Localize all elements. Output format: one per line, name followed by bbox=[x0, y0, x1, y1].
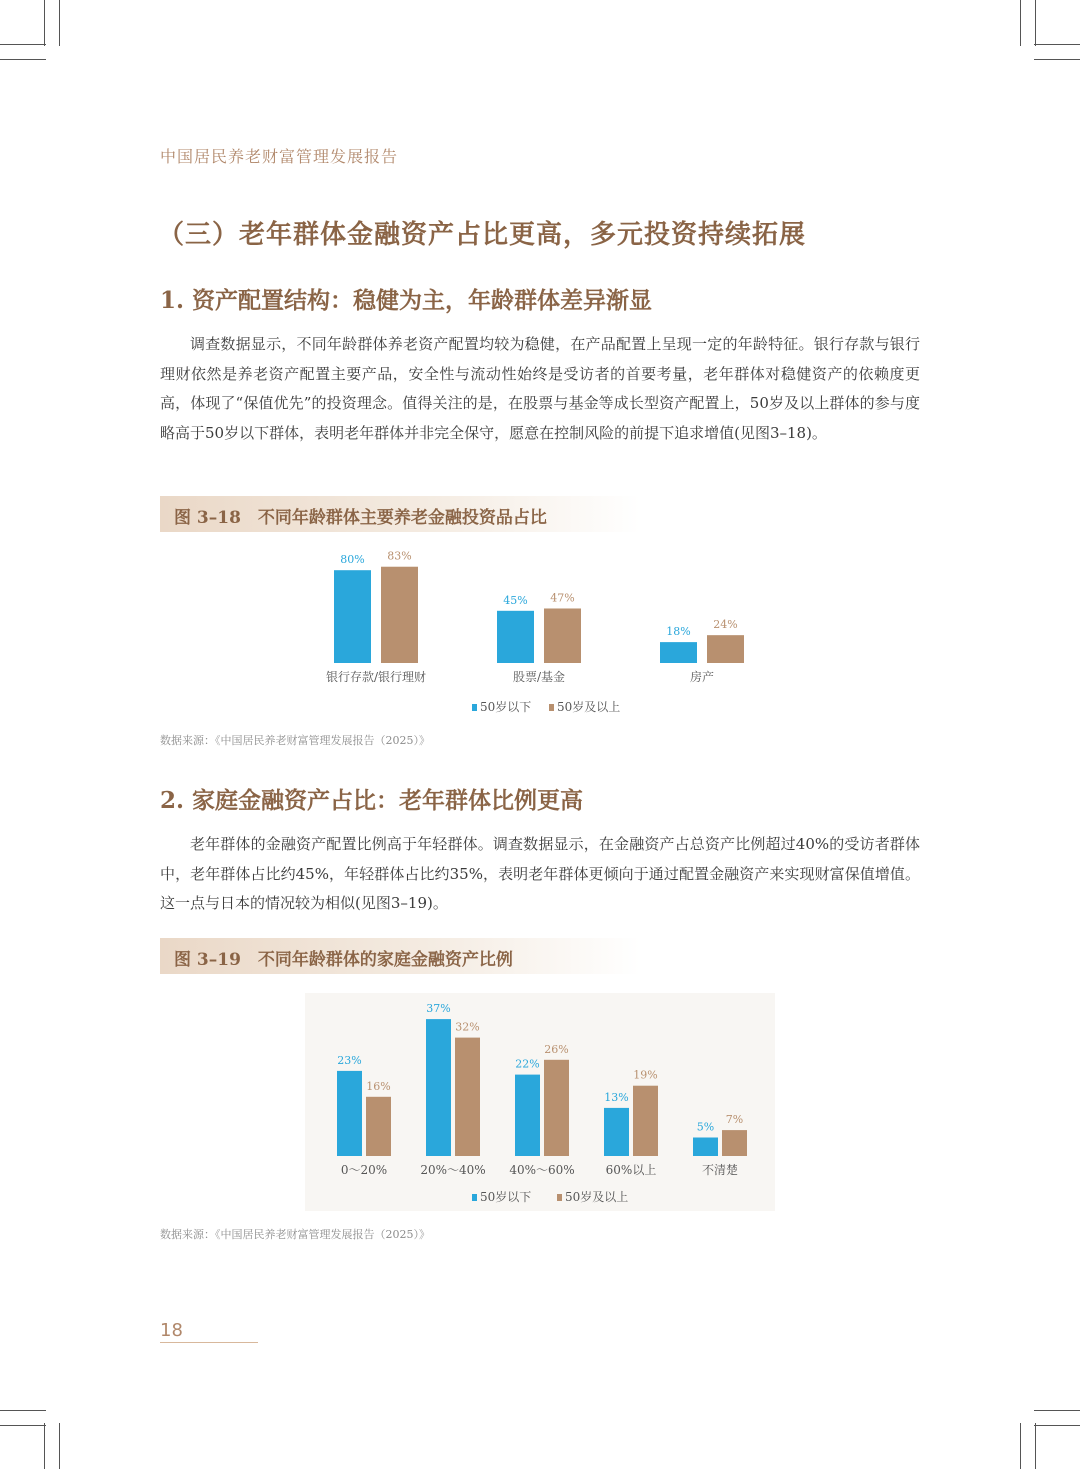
category-label: 0～20% bbox=[340, 1163, 388, 1177]
data-label: 5% bbox=[696, 1120, 715, 1134]
figure-caption-bar-1 bbox=[160, 496, 640, 532]
data-label: 7% bbox=[725, 1113, 744, 1127]
bar bbox=[455, 1038, 480, 1156]
category-label: 40%～60% bbox=[509, 1163, 575, 1177]
legend-swatch bbox=[557, 1194, 562, 1201]
bar bbox=[366, 1097, 391, 1156]
chart-1-svg bbox=[300, 550, 780, 722]
legend-label: 50岁及以上 bbox=[557, 700, 621, 714]
data-label: 37% bbox=[426, 1002, 451, 1016]
bar bbox=[544, 1060, 569, 1156]
legend-label: 50岁以下 bbox=[480, 700, 532, 714]
bar bbox=[334, 570, 371, 663]
paragraph-1-text: 调查数据显示，不同年龄群体养老资产配置均较为稳健，在产品配置上呈现一定的年龄特征。银行存款与银行理财依然是养老资产配置主要产品，安全性与流动性始终是受访者的首要考量，老年群体对稳健资产的依赖度更高，体现了“保值优先”的投资理念。值得关注的是，在股票与基金等成长型资产配置上，50岁及以上群体的参与度略高于50岁以下群体，表明老年群体并非完全保守，愿意在控制风险的前提下追求增值(见图3–18)。 bbox=[160, 335, 920, 442]
data-label: 13% bbox=[604, 1090, 629, 1104]
data-label: 22% bbox=[515, 1057, 540, 1071]
data-label: 45% bbox=[503, 593, 528, 607]
chart-2-svg bbox=[305, 993, 775, 1211]
bar bbox=[337, 1071, 362, 1156]
data-label: 16% bbox=[366, 1079, 391, 1093]
paragraph-2-text: 老年群体的金融资产配置比例高于年轻群体。调查数据显示，在金融资产占总资产比例超过40%的受访者群体中，老年群体占比约45%，年轻群体占比约35%，表明老年群体更倾向于通过配置金融资产来实现财富保值增值。这一点与日本的情况较为相似(见图3–19)。 bbox=[160, 835, 920, 912]
subsection-title-1: 1. 资产配置结构：稳健为主，年龄群体差异渐显 bbox=[160, 287, 653, 314]
crop-mark bbox=[0, 44, 46, 45]
source-note-2: 数据来源：《中国居民养老财富管理发展报告（2025）》 bbox=[160, 1228, 430, 1241]
running-header: 中国居民养老财富管理发展报告 bbox=[160, 147, 399, 166]
data-label: 26% bbox=[544, 1042, 569, 1056]
category-label: 股票/基金 bbox=[512, 670, 566, 684]
bar bbox=[497, 611, 534, 663]
crop-mark bbox=[1034, 44, 1080, 45]
section-title: （三）老年群体金融资产占比更高，多元投资持续拓展 bbox=[158, 220, 807, 250]
crop-mark bbox=[1020, 1423, 1021, 1469]
legend-label: 50岁以下 bbox=[480, 1190, 532, 1204]
bar bbox=[544, 608, 581, 663]
crop-mark bbox=[1034, 1425, 1080, 1426]
crop-mark bbox=[1035, 1423, 1036, 1469]
bar bbox=[515, 1075, 540, 1156]
data-label: 47% bbox=[550, 591, 575, 605]
page-number-rule bbox=[160, 1342, 258, 1343]
chart-2 bbox=[305, 993, 775, 1211]
crop-mark bbox=[0, 1425, 46, 1426]
figure-caption-bar-2 bbox=[160, 938, 640, 974]
crop-mark bbox=[59, 1423, 60, 1469]
crop-mark bbox=[44, 1423, 45, 1469]
legend-label: 50岁及以上 bbox=[565, 1190, 629, 1204]
figure-title-2: 图 3–19 不同年龄群体的家庭金融资产比例 bbox=[174, 950, 513, 970]
category-label: 20%～40% bbox=[420, 1163, 486, 1177]
crop-mark bbox=[1035, 0, 1036, 46]
data-label: 18% bbox=[666, 625, 691, 639]
bar bbox=[722, 1130, 747, 1156]
category-label: 房产 bbox=[689, 670, 715, 684]
page-number: 18 bbox=[160, 1320, 183, 1341]
bar bbox=[426, 1019, 451, 1156]
data-label: 32% bbox=[455, 1020, 480, 1034]
category-label: 不清楚 bbox=[701, 1163, 739, 1177]
data-label: 24% bbox=[713, 618, 738, 632]
data-label: 80% bbox=[340, 553, 365, 567]
figure-title-1: 图 3–18 不同年龄群体主要养老金融投资品占比 bbox=[174, 508, 547, 528]
bar bbox=[381, 567, 418, 663]
source-note-1: 数据来源：《中国居民养老财富管理发展报告（2025）》 bbox=[160, 734, 430, 747]
bar bbox=[660, 642, 697, 663]
crop-mark bbox=[44, 0, 45, 46]
bar bbox=[707, 635, 744, 663]
paragraph-1 bbox=[160, 330, 920, 448]
bar bbox=[604, 1108, 629, 1156]
chart-1 bbox=[300, 550, 780, 722]
crop-mark bbox=[1034, 1410, 1080, 1411]
subsection-title-2: 2. 家庭金融资产占比：老年群体比例更高 bbox=[160, 787, 584, 814]
legend-swatch bbox=[472, 704, 477, 711]
data-label: 83% bbox=[387, 550, 412, 563]
crop-mark bbox=[59, 0, 60, 46]
crop-mark bbox=[1020, 0, 1021, 46]
legend-swatch bbox=[472, 1194, 477, 1201]
legend-swatch bbox=[549, 704, 554, 711]
data-label: 19% bbox=[633, 1068, 658, 1082]
bar bbox=[693, 1138, 718, 1157]
category-label: 60%以上 bbox=[605, 1163, 657, 1177]
crop-mark bbox=[0, 1410, 46, 1411]
data-label: 23% bbox=[337, 1053, 362, 1067]
bar bbox=[633, 1086, 658, 1156]
crop-mark bbox=[0, 59, 46, 60]
paragraph-2 bbox=[160, 830, 920, 919]
crop-mark bbox=[1034, 59, 1080, 60]
category-label: 银行存款/银行理财 bbox=[325, 670, 427, 684]
